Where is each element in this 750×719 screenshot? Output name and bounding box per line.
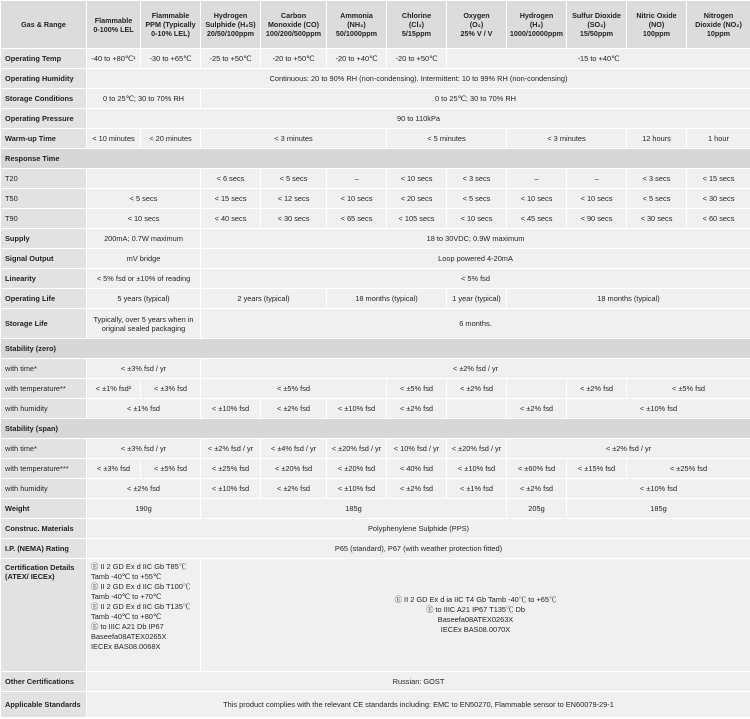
table-cell: < ±2% fsd: [261, 399, 327, 419]
table-cell: < 90 secs: [567, 209, 627, 229]
table-cell: < ±2% fsd / yr: [507, 439, 750, 459]
row-label: with temperature***: [1, 459, 87, 479]
table-cell: < ±15% fsd: [567, 459, 627, 479]
table-cell: < ±3% fsd / yr: [87, 359, 201, 379]
row-label: Linearity: [1, 269, 87, 289]
table-cell: -30 to +65℃: [141, 49, 201, 69]
table-cell: 18 months (typical): [507, 289, 750, 309]
table-row: [1, 379, 750, 399]
table-row: [1, 519, 750, 539]
row-label: Operating Pressure: [1, 109, 87, 129]
table-cell: -25 to +50℃: [201, 49, 261, 69]
table-cell: < ±3% fsd / yr: [87, 439, 201, 459]
table-cell: < ±10% fsd: [201, 479, 261, 499]
table-cell: < ±2% fsd: [87, 479, 201, 499]
table-cell: < 20 minutes: [141, 129, 201, 149]
table-cell: < ±10% fsd: [201, 399, 261, 419]
row-label: Construc. Materials: [1, 519, 87, 539]
table-cell: < ±60% fsd: [507, 459, 567, 479]
table-cell: 5 years (typical): [87, 289, 201, 309]
table-cell: < ±20% fsd / yr: [447, 439, 507, 459]
table-cell: < 105 secs: [387, 209, 447, 229]
header-gas-range: Gas & Range: [1, 1, 87, 49]
table-cell: 200mA; 0.7W maximum: [87, 229, 201, 249]
table-cell: < ±25% fsd: [201, 459, 261, 479]
table-cell: < 10 secs: [387, 169, 447, 189]
table-cell: 18 months (typical): [327, 289, 447, 309]
table-cell: 190g: [87, 499, 201, 519]
table-cell: < ±10% fsd: [567, 399, 750, 419]
row-label: T90: [1, 209, 87, 229]
table-cell: < 5% fsd: [201, 269, 750, 289]
table-cell: < ±4% fsd / yr: [261, 439, 327, 459]
table-row: [1, 459, 750, 479]
table-cell: < ±2% fsd / yr: [201, 359, 750, 379]
certification-left: Ⓔ II 2 GD Ex d IIC Gb T85℃ Tamb -40℃ to +55℃ Ⓔ II 2 GD Ex d IIC Gb T100℃ Tamb -40℃ to +70℃ Ⓔ II 2 GD Ex d IIC Gb T135℃ Tamb -40℃ to +80℃ Ⓔ to IIIC A21 Db IP67 Baseefa08ATEX0265X IECEx BAS08.0068X: [87, 559, 201, 672]
table-cell: < 10 secs: [327, 189, 387, 209]
table-cell: < 5 secs: [447, 189, 507, 209]
table-cell: < ±10% fsd: [567, 479, 750, 499]
table-row: [1, 692, 750, 718]
table-cell: < 12 secs: [261, 189, 327, 209]
table-cell: -20 to +50℃: [261, 49, 327, 69]
table-cell: < 3 minutes: [201, 129, 387, 149]
table-cell: 205g: [507, 499, 567, 519]
table-cell: < 30 secs: [627, 209, 687, 229]
header-col-flammable-ppm: Flammable PPM (Typically 0-10% LEL): [141, 1, 201, 49]
row-label: with temperature**: [1, 379, 87, 399]
row-label: Signal Output: [1, 249, 87, 269]
section-title: Stability (span): [1, 419, 750, 439]
table-row: [1, 309, 750, 339]
table-cell: [507, 379, 567, 399]
table-cell: < 6 secs: [201, 169, 261, 189]
row-label: Applicable Standards: [1, 692, 87, 718]
row-label: Certification Details (ATEX/ IECEx): [1, 559, 87, 672]
table-cell: < 40% fsd: [387, 459, 447, 479]
section-row: [1, 419, 750, 439]
table-row: [1, 559, 750, 672]
table-row: [1, 269, 750, 289]
table-row: [1, 439, 750, 459]
table-cell: < ±20% fsd: [261, 459, 327, 479]
row-label: I.P. (NEMA) Rating: [1, 539, 87, 559]
table-cell: 18 to 30VDC; 0.9W maximum: [201, 229, 750, 249]
header-col-cl2: Chlorine (Cl₂) 5/15ppm: [387, 1, 447, 49]
header-col-flammable-lel: Flammable 0-100% LEL: [87, 1, 141, 49]
row-label: Operating Humidity: [1, 69, 87, 89]
table-row: [1, 399, 750, 419]
table-row: [1, 672, 750, 692]
table-cell: < ±10% fsd: [327, 479, 387, 499]
table-cell: 1 hour: [687, 129, 750, 149]
table-cell: –: [507, 169, 567, 189]
row-label: with humidity: [1, 399, 87, 419]
table-cell: < ±2% fsd: [387, 479, 447, 499]
table-cell: < ±5% fsd: [387, 379, 447, 399]
header-row: [1, 1, 750, 49]
table-row: [1, 289, 750, 309]
table-cell: < ±5% fsd: [627, 379, 750, 399]
table-cell: 2 years (typical): [201, 289, 327, 309]
row-label: T20: [1, 169, 87, 189]
table-cell: [87, 169, 201, 189]
table-cell: P65 (standard), P67 (with weather protection fitted): [87, 539, 750, 559]
table-row: [1, 89, 750, 109]
table-cell: < 15 secs: [201, 189, 261, 209]
row-label: Supply: [1, 229, 87, 249]
table-row: [1, 189, 750, 209]
table-row: [1, 229, 750, 249]
table-cell: [447, 399, 507, 419]
table-cell: < 15 secs: [687, 169, 750, 189]
table-cell: < ±10% fsd: [327, 399, 387, 419]
row-label: Operating Temp: [1, 49, 87, 69]
table-cell: < ±2% fsd: [507, 399, 567, 419]
header-col-h2s: Hydrogen Sulphide (H₂S) 20/50/100ppm: [201, 1, 261, 49]
table-cell: -15 to +40℃: [447, 49, 750, 69]
table-cell: < ±5% fsd: [141, 459, 201, 479]
table-cell: < 40 secs: [201, 209, 261, 229]
table-cell: < 10% fsd / yr: [387, 439, 447, 459]
row-label: Weight: [1, 499, 87, 519]
header-col-h2: Hydrogen (H₂) 1000/10000ppm: [507, 1, 567, 49]
table-cell: < 20 secs: [387, 189, 447, 209]
table-cell: < 10 minutes: [87, 129, 141, 149]
table-cell: This product complies with the relevant CE standards including: EMC to EN50270, Flammable sensor to EN60079-29-1: [87, 692, 750, 718]
table-row: [1, 249, 750, 269]
table-cell: -40 to +80℃¹: [87, 49, 141, 69]
row-label: Other Certifications: [1, 672, 87, 692]
table-cell: < ±3% fsd: [87, 459, 141, 479]
table-row: [1, 359, 750, 379]
row-label: with time*: [1, 439, 87, 459]
table-cell: < 3 secs: [447, 169, 507, 189]
table-cell: -20 to +50℃: [387, 49, 447, 69]
table-cell: < ±2% fsd / yr: [201, 439, 261, 459]
table-cell: < 3 secs: [627, 169, 687, 189]
table-row: [1, 169, 750, 189]
table-cell: 0 to 25℃; 30 to 70% RH: [87, 89, 201, 109]
row-label: Operating Life: [1, 289, 87, 309]
table-row: [1, 479, 750, 499]
table-cell: < 5 secs: [627, 189, 687, 209]
table-cell: 1 year (typical): [447, 289, 507, 309]
table-cell: 6 months.: [201, 309, 750, 339]
section-title: Stability (zero): [1, 339, 750, 359]
header-col-so2: Sulfur Dioxide (SO₂) 15/50ppm: [567, 1, 627, 49]
table-row: [1, 49, 750, 69]
table-cell: < 65 secs: [327, 209, 387, 229]
section-row: [1, 339, 750, 359]
table-cell: Loop powered 4-20mA: [201, 249, 750, 269]
row-label: Warm-up Time: [1, 129, 87, 149]
table-cell: < ±5% fsd: [201, 379, 387, 399]
row-label: with time*: [1, 359, 87, 379]
table-row: [1, 69, 750, 89]
table-cell: < 5% fsd or ±10% of reading: [87, 269, 201, 289]
header-col-co: Carbon Monoxide (CO) 100/200/500ppm: [261, 1, 327, 49]
table-cell: Russian: GOST: [87, 672, 750, 692]
table-cell: < 60 secs: [687, 209, 750, 229]
table-cell: 185g: [567, 499, 750, 519]
row-label: Storage Conditions: [1, 89, 87, 109]
table-cell: < 10 secs: [507, 189, 567, 209]
table-cell: -20 to +40℃: [327, 49, 387, 69]
table-cell: Typically, over 5 years when in original sealed packaging: [87, 309, 201, 339]
table-cell: –: [567, 169, 627, 189]
table-cell: < 10 secs: [447, 209, 507, 229]
table-cell: < ±20% fsd / yr: [327, 439, 387, 459]
table-cell: < 30 secs: [687, 189, 750, 209]
table-cell: < ±2% fsd: [387, 399, 447, 419]
row-label: with humidity: [1, 479, 87, 499]
table-cell: < ±10% fsd: [447, 459, 507, 479]
table-cell: 0 to 25℃; 30 to 70% RH: [201, 89, 750, 109]
header-col-nh3: Ammonia (NH₃) 50/1000ppm: [327, 1, 387, 49]
table-cell: < ±2% fsd: [447, 379, 507, 399]
table-cell: Polyphenylene Sulphide (PPS): [87, 519, 750, 539]
table-cell: < ±2% fsd: [261, 479, 327, 499]
header-col-o2: Oxygen (O₂) 25% V / V: [447, 1, 507, 49]
table-cell: < ±2% fsd: [507, 479, 567, 499]
table-cell: mV bridge: [87, 249, 201, 269]
table-cell: < ±1% fsd²: [87, 379, 141, 399]
table-cell: < 5 minutes: [387, 129, 507, 149]
table-cell: < 5 secs: [87, 189, 201, 209]
table-cell: < ±3% fsd: [141, 379, 201, 399]
table-cell: 12 hours: [627, 129, 687, 149]
section-row: [1, 149, 750, 169]
table-cell: < 30 secs: [261, 209, 327, 229]
row-label: Storage Life: [1, 309, 87, 339]
table-cell: < ±2% fsd: [567, 379, 627, 399]
table-row: [1, 109, 750, 129]
table-cell: < 3 minutes: [507, 129, 627, 149]
table-cell: < 10 secs: [87, 209, 201, 229]
table-cell: < ±1% fsd: [87, 399, 201, 419]
table-row: [1, 129, 750, 149]
table-cell: 90 to 110kPa: [87, 109, 750, 129]
table-cell: < ±25% fsd: [627, 459, 750, 479]
table-cell: < ±20% fsd: [327, 459, 387, 479]
table-cell: < 5 secs: [261, 169, 327, 189]
table-cell: Continuous: 20 to 90% RH (non-condensing). Intermittent: 10 to 99% RH (non-condensing): [87, 69, 750, 89]
table-cell: < 10 secs: [567, 189, 627, 209]
header-col-no2: Nitrogen Dioxide (NO₂) 10ppm: [687, 1, 750, 49]
header-col-no: Nitric Oxide (NO) 100ppm: [627, 1, 687, 49]
table-row: [1, 499, 750, 519]
table-cell: –: [327, 169, 387, 189]
table-cell: 185g: [201, 499, 507, 519]
table-row: [1, 209, 750, 229]
table-row: [1, 539, 750, 559]
table-cell: < ±1% fsd: [447, 479, 507, 499]
row-label: T50: [1, 189, 87, 209]
section-title: Response Time: [1, 149, 750, 169]
certification-right: Ⓔ II 2 GD Ex d ia IIC T4 Gb Tamb -40℃ to +65℃ Ⓔ to IIIC A21 IP67 T135℃ Db Baseefa08ATEX0263X IECEx BAS08.0070X: [201, 559, 750, 672]
table-cell: < 45 secs: [507, 209, 567, 229]
